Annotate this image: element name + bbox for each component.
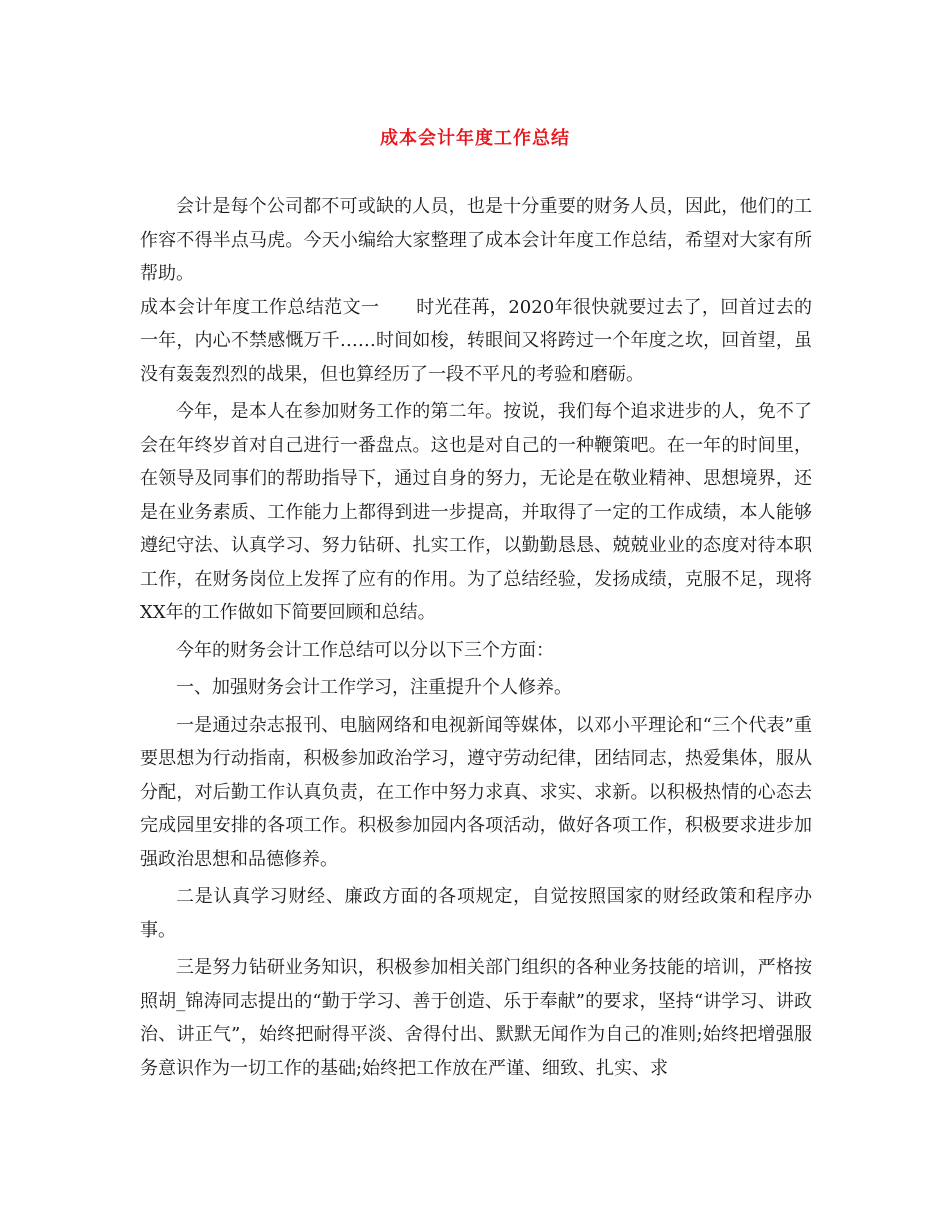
sample-one-paragraph: 成本会计年度工作总结范文一 时光荏苒，2020年很快就要过去了，回首过去的一年，内心不禁感慨万千……时间如梭，转眼间又将跨过一个年度之坎，回首望，虽没有轰轰烈烈的战果，但也算经历了一段不平凡的考验和磨砺。 [140, 296, 812, 385]
body-paragraph: 二是认真学习财经、廉政方面的各项规定，自觉按照国家的财经政策和程序办事。 [140, 886, 812, 941]
body-paragraph: 今年，是本人在参加财务工作的第二年。按说，我们每个追求进步的人，免不了会在年终岁首对自己进行一番盘点。这也是对自己的一种鞭策吧。在一年的时间里，在领导及同事们的帮助指导下，通过自身的努力，无论是在敬业精神、思想境界，还是在业务素质、工作能力上都得到进一步提高，并取得了一定的工作成绩，本人能够遵纪守法、认真学习、努力钻研、扎实工作，以勤勤恳恳、兢兢业业的态度对待本职工作，在财务岗位上发挥了应有的作用。为了总结经验，发扬成绩，克服不足，现将XX年的工作做如下简要回顾和总结。 [140, 401, 812, 623]
body-paragraph: 一是通过杂志报刊、电脑网络和电视新闻等媒体，以邓小平理论和“三个代表”重要思想为行动指南，积极参加政治学习，遵守劳动纪律，团结同志，热爱集体，服从分配，对后勤工作认真负责，在工作中努力求真、求实、求新。以积极热情的心态去完成园里安排的各项工作。积极参加园内各项活动，做好各项工作，积极要求进步加强政治思想和品德修养。 [140, 714, 812, 870]
document-body [140, 190, 812, 1085]
intro-paragraph: 会计是每个公司都不可或缺的人员，也是十分重要的财务人员，因此，他们的工作容不得半点马虎。今天小编给大家整理了成本会计年度工作总结，希望对大家有所帮助。 [140, 196, 812, 284]
section-heading: 一、加强财务会计工作学习，注重提升个人修养。 [176, 677, 572, 698]
body-paragraph: 今年的财务会计工作总结可以分以下三个方面： [176, 639, 554, 661]
body-paragraph: 三是努力钻研业务知识，积极参加相关部门组织的各种业务技能的培训，严格按照胡_锦涛同志提出的“勤于学习、善于创造、乐于奉献”的要求，坚持“讲学习、讲政治、讲正气”，始终把耐得平淡、舍得付出、默默无闻作为自己的准则;始终把增强服务意识作为一切工作的基础;始终把工作放在严谨、细致、扎实、求 [140, 957, 812, 1079]
document-title: 成本会计年度工作总结 [380, 128, 570, 149]
